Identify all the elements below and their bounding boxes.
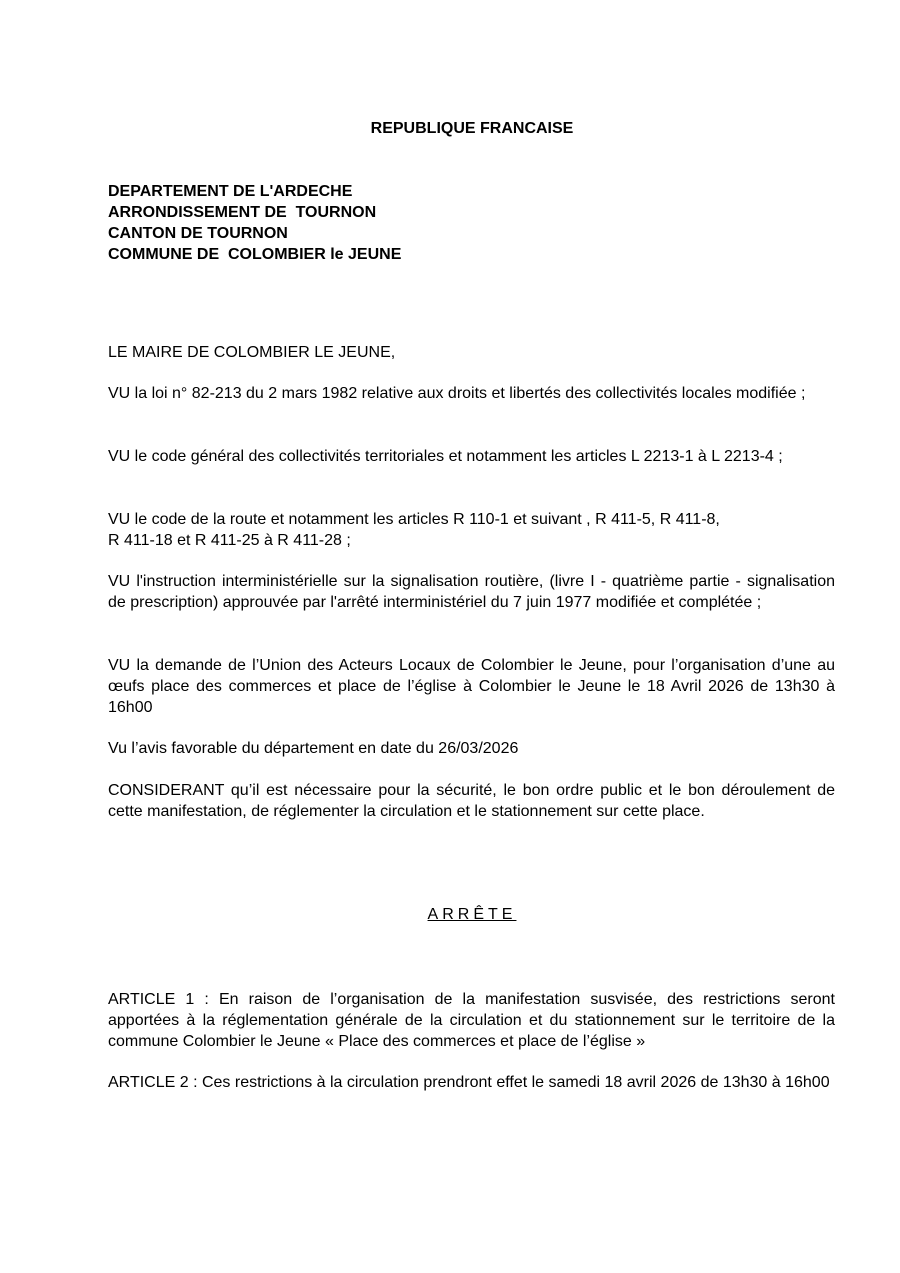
consideration-instruction: VU l'instruction interministérielle sur la signalisation routière, (livre I - quatrième partie - signalisation de prescription) approuvée par l'arrêté interministériel du 7 juin 1977 modifiée et complétée ; [108,573,835,611]
commune-line: COMMUNE DE COLOMBIER le JEUNE [108,246,402,263]
consideration-code-route-line1: VU le code de la route et notamment les articles R 110-1 et suivant , R 411-5, R 411-8, [108,511,720,528]
republic-title: REPUBLIQUE FRANCAISE [370,120,574,137]
arrondissement-line: ARRONDISSEMENT DE TOURNON [108,204,377,221]
consideration-demande: VU la demande de l’Union des Acteurs Locaux de Colombier le Jeune, pour l’organisation d’une au œufs place des commerces et place de l’église à Colombier le Jeune le 18 Avril 2026 de 13h30 à 16h00 [108,657,835,716]
article-2: ARTICLE 2 : Ces restrictions à la circulation prendront effet le samedi 18 avril 2026 de 13h30 à 16h00 [108,1074,830,1091]
consideration-avis: Vu l’avis favorable du département en date du 26/03/2026 [108,740,519,757]
canton-line: CANTON DE TOURNON [108,225,288,242]
consideration-loi: VU la loi n° 82-213 du 2 mars 1982 relative aux droits et libertés des collectivités locales modifiée ; [108,385,806,402]
department-line: DEPARTEMENT DE L'ARDECHE [108,183,353,200]
mayor-line: LE MAIRE DE COLOMBIER LE JEUNE, [108,344,396,361]
article-1: ARTICLE 1 : En raison de l’organisation de la manifestation susvisée, des restrictions seront apportées à la réglementation générale de la circulation et du stationnement sur le territoire de la commune Colombier le Jeune « Place des commerces et place de l’église » [108,991,835,1050]
arrete-heading: ARRÊTE [427,906,517,923]
consideration-code-collectivites: VU le code général des collectivités territoriales et notamment les articles L 2213-1 à L 2213-4 ; [108,448,783,465]
considerant-paragraph: CONSIDERANT qu’il est nécessaire pour la sécurité, le bon ordre public et le bon déroulement de cette manifestation, de réglementer la circulation et le stationnement sur cette place. [108,782,835,820]
consideration-code-route-line2: R 411-18 et R 411-25 à R 411-28 ; [108,532,351,549]
administrative-header [108,181,401,265]
